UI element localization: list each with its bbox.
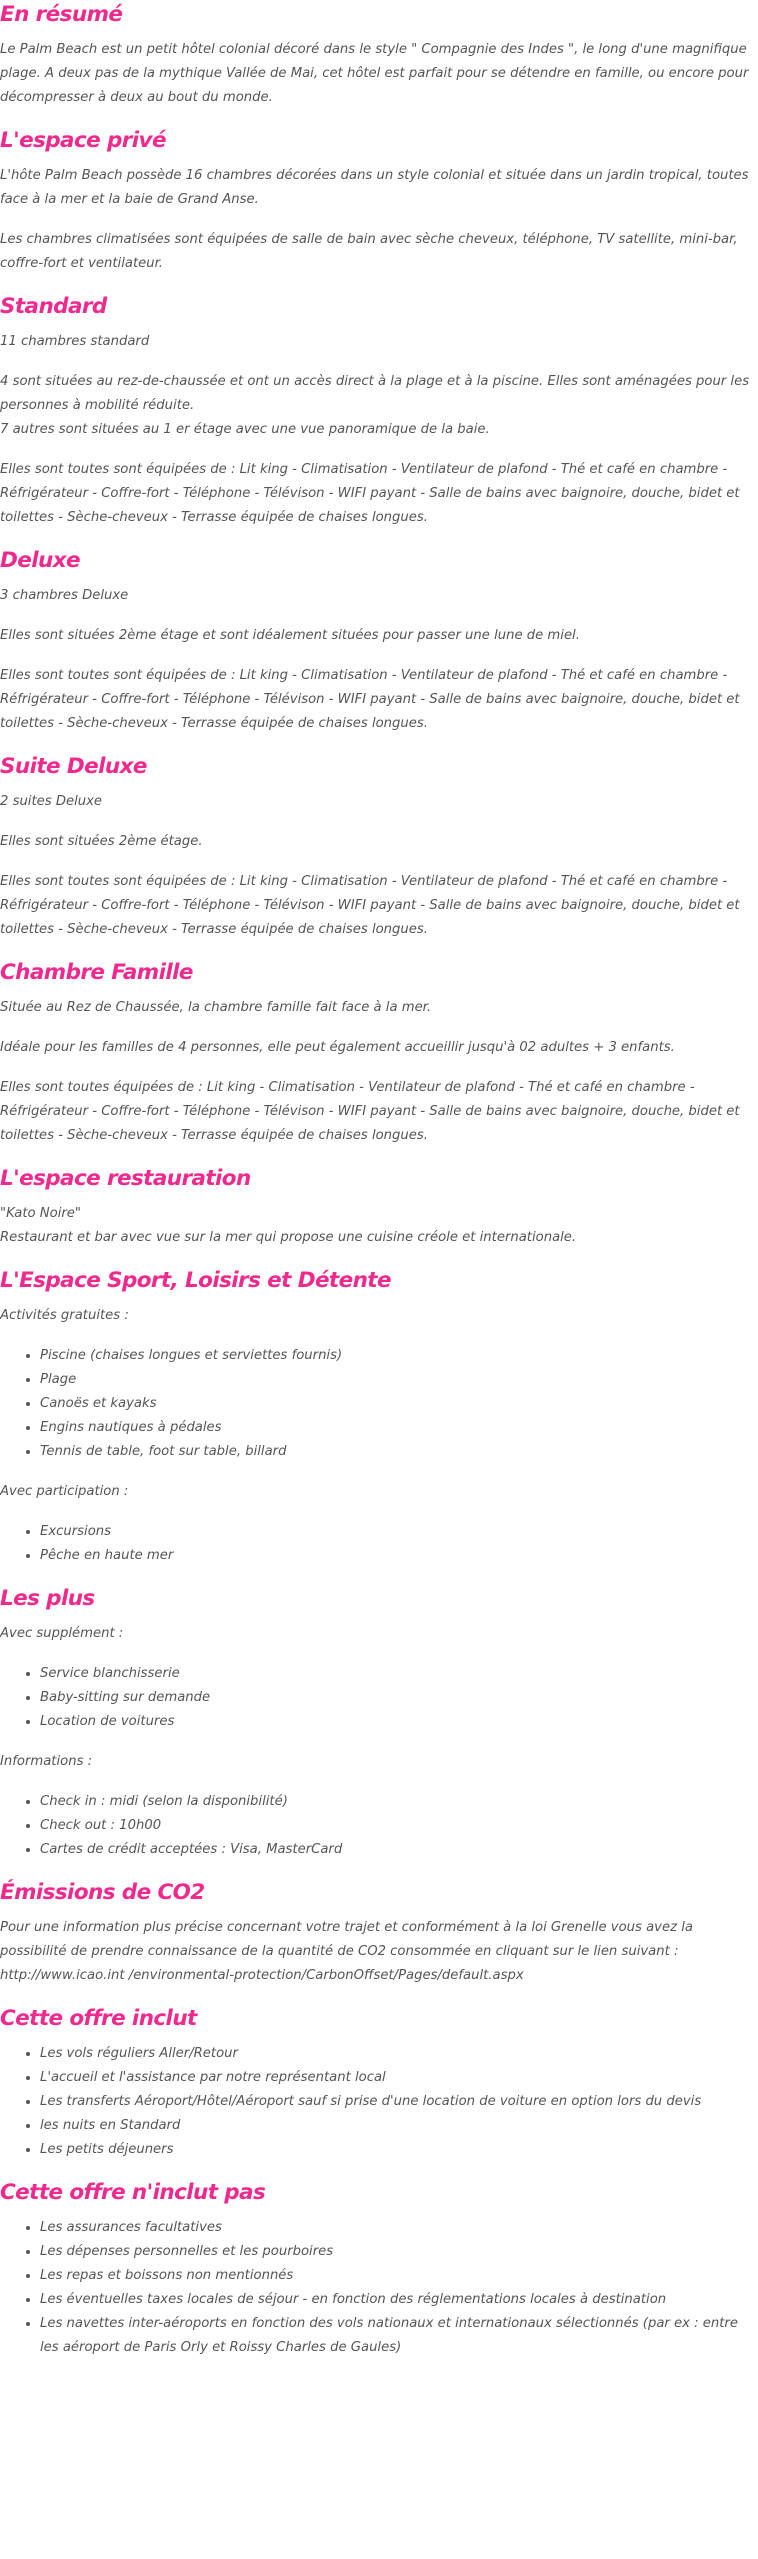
list-label: Avec participation :: [0, 1484, 129, 1499]
section-title: L'espace restauration: [0, 1166, 251, 1191]
paragraph: 3 chambres Deluxe: [0, 588, 129, 603]
section-title: L'espace privé: [0, 128, 166, 153]
section-title: Émissions de CO2: [0, 1880, 205, 1905]
section-title: Deluxe: [0, 548, 80, 573]
list-item: • Pêche en haute mer: [40, 1544, 758, 1568]
supplement-list: [0, 1662, 758, 1734]
paragraph: L'hôte Palm Beach possède 16 chambres décorées dans un style colonial et située dans un jardin tropical, toutes face à la mer et la baie de Grand Anse.: [0, 168, 749, 207]
paragraph: Elles sont toutes sont équipées de : Lit king - Climatisation - Ventilateur de plafond - Thé et café en chambre - Réfrigérateur - Coffre-fort - Téléphone - Télévison - WIFI payant - Salle de bains avec baignoire, douche, bidet et toilettes - Sèche-cheveux - Terrasse équipée de chaises longues.: [0, 874, 740, 937]
paragraph: Le Palm Beach est un petit hôtel colonial décoré dans le style " Compagnie des Indes ", le long d'une magnifique plage. A deux pas de la mythique Vallée de Mai, cet hôtel est parfait pour se détendre en famille, ou encore pour décompresser à deux au bout du monde.: [0, 42, 749, 105]
paragraph: Elles sont toutes sont équipées de : Lit king - Climatisation - Ventilateur de plafond - Thé et café en chambre - Réfrigérateur - Coffre-fort - Téléphone - Télévison - WIFI payant - Salle de bains avec baignoire, douche, bidet et toilettes - Sèche-cheveux - Terrasse équipée de chaises longues.: [0, 668, 740, 731]
list-item: • Check out : 10h00: [40, 1814, 758, 1838]
paragraph: Elles sont toutes équipées de : Lit king - Climatisation - Ventilateur de plafond - Thé et café en chambre - Réfrigérateur - Coffre-fort - Téléphone - Télévison - WIFI payant - Salle de bains avec baignoire, douche, bidet et toilettes - Sèche-cheveux - Terrasse équipée de chaises longues.: [0, 1080, 740, 1143]
paragraph: Les chambres climatisées sont équipées de salle de bain avec sèche cheveux, téléphone, TV satellite, mini-bar, coffre-fort et ventilateur.: [0, 232, 738, 271]
list-item: • Engins nautiques à pédales: [40, 1416, 758, 1440]
section-title: Standard: [0, 294, 107, 319]
list-item: • Les éventuelles taxes locales de séjour - en fonction des réglementations locales à destination: [40, 2288, 758, 2312]
list-item: • Service blanchisserie: [40, 1662, 758, 1686]
section-chambre-famille: [0, 958, 758, 1148]
section-title: Cette offre inclut: [0, 2006, 197, 2031]
section-title: L'Espace Sport, Loisirs et Détente: [0, 1268, 391, 1293]
list-label: Informations :: [0, 1754, 93, 1769]
paragraph: "Kato Noire" Restaurant et bar avec vue sur la mer qui propose une cuisine créole et internationale.: [0, 1206, 577, 1245]
paragraph: Elles sont situées 2ème étage et sont idéalement situées pour passer une lune de miel.: [0, 628, 580, 643]
list-item: • Check in : midi (selon la disponibilité): [40, 1790, 758, 1814]
section-title: Cette offre n'inclut pas: [0, 2180, 266, 2205]
paragraph: Idéale pour les familles de 4 personnes, elle peut également accueillir jusqu'à 02 adultes + 3 enfants.: [0, 1040, 675, 1055]
paragraph: Elles sont toutes sont équipées de : Lit king - Climatisation - Ventilateur de plafond - Thé et café en chambre - Réfrigérateur - Coffre-fort - Téléphone - Télévison - WIFI payant - Salle de bains avec baignoire, douche, bidet et toilettes - Sèche-cheveux - Terrasse équipée de chaises longues.: [0, 462, 740, 525]
section-espace-prive: [0, 126, 758, 276]
paragraph: 2 suites Deluxe: [0, 794, 103, 809]
section-deluxe: [0, 546, 758, 736]
list-item: • Les assurances facultatives: [40, 2216, 758, 2240]
section-co2: [0, 1878, 758, 1988]
list-item: • L'accueil et l'assistance par notre représentant local: [40, 2066, 758, 2090]
list-item: • Tennis de table, foot sur table, billard: [40, 1440, 758, 1464]
list-item: • Location de voitures: [40, 1710, 758, 1734]
list-item: • Plage: [40, 1368, 758, 1392]
information-list: [0, 1790, 758, 1862]
section-standard: [0, 292, 758, 530]
list-item: • Baby-sitting sur demande: [40, 1686, 758, 1710]
list-item: • Les petits déjeuners: [40, 2138, 758, 2162]
list-item: • Les repas et boissons non mentionnés: [40, 2264, 758, 2288]
section-title: En résumé: [0, 2, 123, 27]
list-item: • Excursions: [40, 1520, 758, 1544]
section-title: Chambre Famille: [0, 960, 193, 985]
paid-activities-list: [0, 1520, 758, 1568]
list-item: • les nuits en Standard: [40, 2114, 758, 2138]
paragraph: 11 chambres standard: [0, 334, 150, 349]
list-item: • Cartes de crédit acceptées : Visa, MasterCard: [40, 1838, 758, 1862]
list-label: Activités gratuites :: [0, 1308, 129, 1323]
list-item: • Piscine (chaises longues et serviettes fournis): [40, 1344, 758, 1368]
section-suite-deluxe: [0, 752, 758, 942]
list-item: • Canoës et kayaks: [40, 1392, 758, 1416]
paragraph: Pour une information plus précise concernant votre trajet et conformément à la loi Grenelle vous avez la possibilité de prendre connaissance de la quantité de CO2 consommée en cliquant sur le lien suivant : http://www.icao.int /environmental-protection/CarbonOffset/Pages/default.aspx: [0, 1920, 693, 1983]
section-title: Suite Deluxe: [0, 754, 147, 779]
paragraph: Située au Rez de Chaussée, la chambre famille fait face à la mer.: [0, 1000, 432, 1015]
excluded-list: [0, 2216, 758, 2360]
section-sport-loisirs: [0, 1266, 758, 1568]
list-item: • Les vols réguliers Aller/Retour: [40, 2042, 758, 2066]
paragraph: Elles sont situées 2ème étage.: [0, 834, 203, 849]
paragraph: 4 sont situées au rez-de-chaussée et ont un accès direct à la plage et à la piscine. Elles sont aménagées pour les personnes à mobilité réduite. 7 autres sont situées au 1 er étage avec une vue panoramique de la baie.: [0, 374, 750, 437]
section-resume: [0, 0, 758, 110]
section-title: Les plus: [0, 1586, 95, 1611]
section-restauration: [0, 1164, 758, 1250]
included-list: [0, 2042, 758, 2162]
list-item: • Les navettes inter-aéroports en fonction des vols nationaux et internationaux sélectionnés (par ex : entre les aéroport de Paris Orly et Roissy Charles de Gaules): [40, 2312, 758, 2360]
section-offre-ninclut-pas: [0, 2178, 758, 2360]
list-label: Avec supplément :: [0, 1626, 124, 1641]
section-les-plus: [0, 1584, 758, 1862]
section-offre-inclut: [0, 2004, 758, 2162]
list-item: • Les transferts Aéroport/Hôtel/Aéroport sauf si prise d'une location de voiture en option lors du devis: [40, 2090, 758, 2114]
list-item: • Les dépenses personnelles et les pourboires: [40, 2240, 758, 2264]
free-activities-list: [0, 1344, 758, 1464]
